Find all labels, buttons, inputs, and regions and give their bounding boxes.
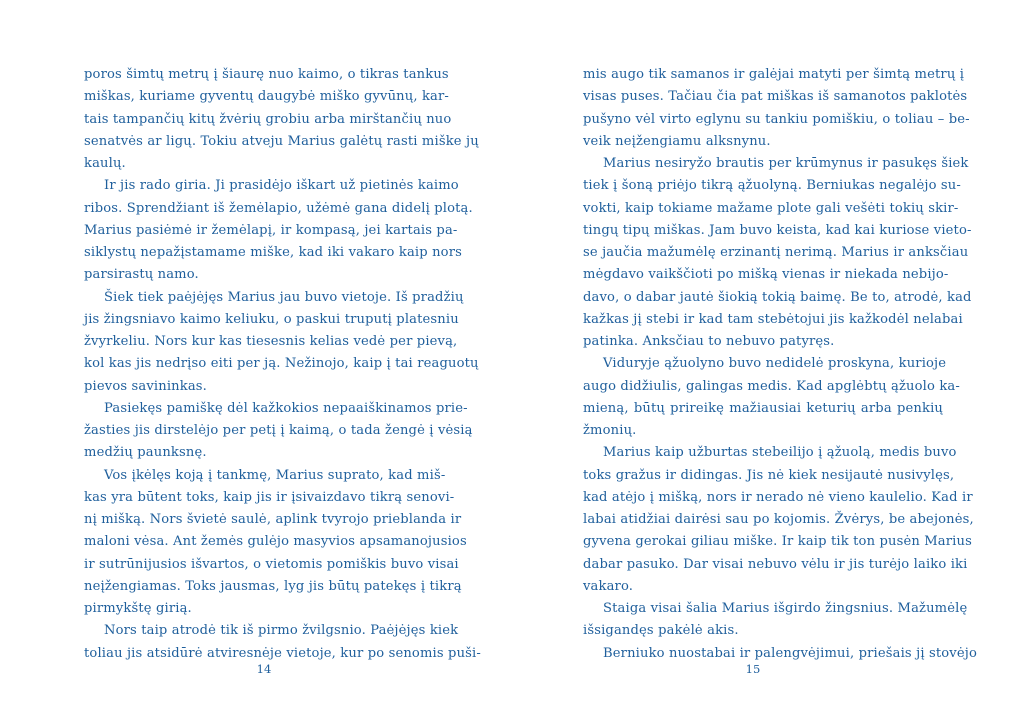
text-line: mieną, būtų prireikę mažiausiai keturių arba penkių xyxy=(583,400,943,416)
text-line: kas yra būtent toks, kaip jis ir įsivaizdavo tikrą senovi- xyxy=(84,489,455,505)
text-line: pušyno vėl virto eglynu su tankiu pomiškiu, o toliau – be- xyxy=(583,111,970,127)
text-line: Šiek tiek paėjėjęs Marius jau buvo vietoje. Iš pradžių xyxy=(104,289,464,305)
text-line: parsirastų namo. xyxy=(84,267,199,283)
text-line: toliau jis atsidūrė atviresnėje vietoje, kur po senomis puši- xyxy=(84,645,481,661)
text-line: jis žingsniavo kaimo keliuku, o paskui truputį platesniu xyxy=(84,311,459,327)
right-page-body xyxy=(583,64,977,665)
text-line: mis augo tik samanos ir galėjai matyti per šimtą metrų į xyxy=(583,67,965,82)
text-line: vakaro. xyxy=(583,578,634,594)
text-line: neįžengiamas. Toks jausmas, lyg jis būtų patekęs į tikrą xyxy=(84,578,462,594)
text-line: Ir jis rado giria. Ji prasidėjo iškart už pietinės kaimo xyxy=(104,178,459,194)
text-line: vokti, kaip tokiame mažame plote gali vešėti tokių skir- xyxy=(583,200,959,216)
text-line: tiek į šoną priėjo tikrą ąžuolyną. Berniukas negalėjo su- xyxy=(583,178,961,194)
text-line: Nors taip atrodė tik iš pirmo žvilgsnio. Paėjėjęs kiek xyxy=(104,623,459,639)
text-line: toks gražus ir didingas. Jis nė kiek nesijautė nusivylęs, xyxy=(583,467,955,483)
text-line: se jaučia mažumėlę erzinantį nerimą. Marius ir anksčiau xyxy=(583,245,969,260)
page-number-right: 15 xyxy=(745,662,761,676)
text-line: pievos savininkas. xyxy=(84,378,207,394)
text-line: Marius pasiėmė ir žemėlapį, ir kompasą, jei kartais pa- xyxy=(84,222,458,238)
text-line: Staiga visai šalia Marius išgirdo žingsnius. Mažumėlę xyxy=(603,601,968,616)
text-line: ribos. Sprendžiant iš žemėlapio, užėmė gana didelį plotą. xyxy=(84,200,473,216)
right-page xyxy=(512,0,1024,726)
text-line: miškas, kuriame gyventų daugybė miško gyvūnų, kar- xyxy=(84,89,449,105)
text-line: Marius kaip užburtas stebeilijo į ąžuolą, medis buvo xyxy=(603,445,957,461)
text-line: kaulų. xyxy=(84,156,126,171)
text-line: išsigandęs pakėlė akis. xyxy=(583,623,739,639)
text-line: Berniuko nuostabai ir palengvėjimui, priešais jį stovėjo xyxy=(603,645,977,661)
text-line: žasties jis dirstelėjo per petį į kaimą, o tada žengė į vėsią xyxy=(84,423,473,438)
text-line: davo, o dabar jautė šiokią tokią baimę. Be to, atrodė, kad xyxy=(583,289,972,305)
text-line: senatvės ar ligų. Tokiu atveju Marius galėtų rasti miške jų xyxy=(84,133,479,149)
text-line: dabar pasuko. Dar visai nebuvo vėlu ir jis turėjo laiko iki xyxy=(583,556,968,572)
text-line: žvyrkeliu. Nors kur kas tiesesnis kelias vedė per pievą, xyxy=(84,334,458,349)
text-line: poros šimtų metrų į šiaurę nuo kaimo, o tikras tankus xyxy=(84,67,449,82)
text-line: Pasiekęs pamiškę dėl kažkokios nepaaiškinamos prie- xyxy=(104,400,468,416)
text-line: patinka. Anksčiau to nebuvo patyręs. xyxy=(583,334,835,349)
text-line: pirmykštę girią. xyxy=(84,601,192,616)
text-line: žmonių. xyxy=(583,423,637,438)
text-line: labai atidžiai dairėsi sau po kojomis. Žvėrys, be abejonės, xyxy=(583,512,974,527)
text-line: Vos įkėlęs koją į tankmę, Marius suprato, kad miš- xyxy=(104,467,446,483)
left-page-body xyxy=(84,64,481,665)
text-line: kad atėjo į mišką, nors ir nerado nė vieno kaulelio. Kad ir xyxy=(583,489,973,505)
text-line: nį mišką. Nors švietė saulė, aplink tvyrojo prieblanda ir xyxy=(84,512,462,527)
text-line: mėgdavo vaikščioti po mišką vienas ir niekada nebijo- xyxy=(583,267,949,283)
text-line: kažkas jį stebi ir kad tam stebėtojui jis kažkodėl nelabai xyxy=(583,311,963,327)
text-line: siklystų nepažįstamame miške, kad iki vakaro kaip nors xyxy=(84,245,462,260)
text-line: augo didžiulis, galingas medis. Kad apglėbtų ąžuolo ka- xyxy=(583,378,960,394)
text-line: tais tampančių kitų žvėrių grobiu arba mirštančių nuo xyxy=(84,111,452,127)
text-line: gyvena gerokai giliau miške. Ir kaip tik ton pusėn Marius xyxy=(583,534,972,550)
text-line: maloni vėsa. Ant žemės gulėjo masyvios apsamanojusios xyxy=(84,534,467,550)
text-line: Viduryje ąžuolyno buvo nedidelė proskyna, kurioje xyxy=(603,356,947,372)
text-line: visas puses. Tačiau čia pat miškas iš samanotos paklotės xyxy=(583,89,968,105)
text-line: medžių paunksnę. xyxy=(84,445,207,461)
text-line: ir sutrūnijusios išvartos, o vietomis pomiškis buvo visai xyxy=(84,556,459,572)
text-line: tingų tipų miškas. Jam buvo keista, kad kai kuriose vieto- xyxy=(583,222,972,238)
text-line: kol kas jis nedrįso eiti per ją. Nežinojo, kaip į tai reaguotų xyxy=(84,356,479,372)
text-line: veik neįžengiamu alksnynu. xyxy=(583,133,771,149)
page-number-left: 14 xyxy=(256,662,272,676)
text-line: Marius nesiryžo brautis per krūmynus ir pasukęs šiek xyxy=(603,156,969,171)
